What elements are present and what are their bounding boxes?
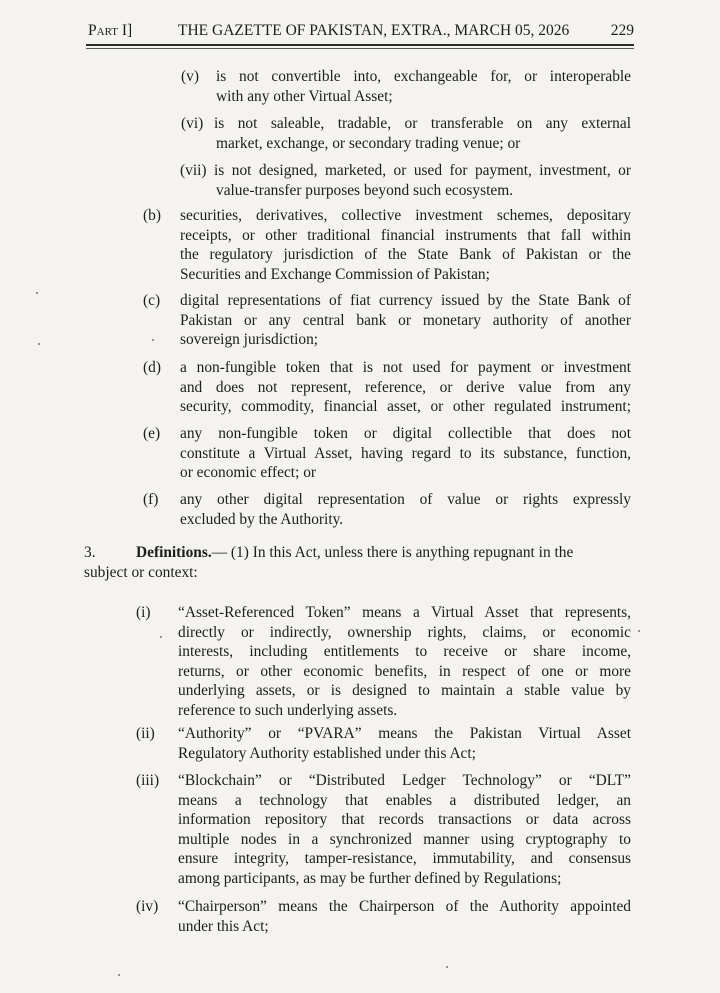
part-label: Part I]	[88, 22, 133, 39]
item-line: Securities and Exchange Commission of Pakistan;	[180, 265, 490, 283]
page-number: 229	[610, 22, 634, 39]
scan-speck	[152, 339, 154, 341]
section-number: 3.	[84, 544, 96, 561]
scan-speck	[38, 343, 40, 345]
scan-speck	[638, 630, 640, 632]
section-3-heading	[84, 543, 631, 563]
item-line: ensure integrity, tamper-resistance, immutability, and consensus	[178, 850, 631, 868]
item-line: securities, derivatives, collective investment schemes, depositary	[180, 207, 631, 224]
item-label: (c)	[143, 292, 161, 309]
item-line: reference to such underlying assets.	[178, 701, 398, 719]
section-continuation: subject or context:	[84, 564, 198, 581]
scan-speck	[160, 636, 162, 638]
item-line: “Chairperson” means the Chairperson of the Authority appointed	[178, 898, 631, 915]
item-label: (i)	[136, 604, 151, 621]
item-label: (e)	[143, 425, 161, 442]
item-line: any other digital representation of value or rights expressly	[180, 491, 631, 508]
item-label: (f)	[143, 491, 159, 508]
item-label: (ii)	[136, 725, 155, 742]
item-line: underlying assets, or is designed to maintain a stable value by	[178, 682, 631, 700]
item-line: excluded by the Authority.	[180, 510, 344, 528]
item-label: (b)	[143, 207, 161, 224]
section-intro: — (1) In this Act, unless there is anything repugnant in the	[211, 544, 574, 561]
item-line: security, commodity, financial asset, or other regulated instrument;	[180, 398, 631, 416]
item-line: any non-fungible token or digital collectible that does not	[180, 425, 631, 442]
item-line: and does not represent, reference, or derive value from any	[180, 378, 631, 396]
scan-speck	[118, 974, 120, 976]
item-line: the regulatory jurisdiction of the State Bank of Pakistan or the	[180, 246, 631, 264]
item-line: is not saleable, tradable, or transferable on any external	[214, 115, 631, 132]
item-line: a non-fungible token that is not used for payment or investment	[180, 359, 631, 376]
item-line: directly or indirectly, ownership rights, claims, or economic	[178, 623, 631, 641]
item-line: “Authority” or “PVARA” means the Pakistan Virtual Asset	[178, 725, 631, 742]
item-line: interests, including entitlements to receive or share income,	[178, 643, 631, 661]
item-line: under this Act;	[178, 917, 269, 935]
scan-speck	[36, 292, 38, 294]
item-label: (v)	[181, 68, 199, 85]
item-line: information repository that records transactions or data across	[178, 811, 631, 829]
item-label: (vi)	[181, 115, 204, 132]
item-line: sovereign jurisdiction;	[180, 331, 319, 349]
item-line: means a technology that enables a distributed ledger, an	[178, 791, 631, 809]
header-rule	[86, 44, 634, 46]
item-label: (vii)	[180, 162, 207, 179]
section-title: Definitions.	[136, 544, 212, 561]
item-line: constitute a Virtual Asset, having regard to its substance, function,	[180, 444, 631, 462]
item-line: or economic effect; or	[180, 464, 317, 482]
item-line: “Blockchain” or “Distributed Ledger Technology” or “DLT”	[178, 772, 631, 789]
item-line: multiple nodes in a synchronized manner using cryptography to	[178, 830, 631, 848]
item-label: (d)	[143, 359, 161, 376]
item-line: value-transfer purposes beyond such ecosystem.	[216, 181, 514, 199]
item-line: Pakistan or any central bank or monetary authority of another	[180, 311, 631, 329]
page-header	[88, 20, 634, 42]
item-line: with any other Virtual Asset;	[216, 87, 393, 105]
item-line: “Asset-Referenced Token” means a Virtual Asset that represents,	[178, 604, 631, 621]
header-rule-thin	[86, 48, 634, 49]
item-line: receipts, or other traditional financial instruments that fall within	[180, 226, 631, 244]
item-label: (iv)	[136, 898, 159, 915]
item-line: is not convertible into, exchangeable for, or interoperable	[216, 68, 631, 85]
item-line: among participants, as may be further defined by Regulations;	[178, 869, 562, 887]
scan-speck	[446, 966, 448, 968]
item-line: returns, or other economic benefits, in respect of one or more	[178, 662, 631, 680]
item-line: Regulatory Authority established under this Act;	[178, 744, 476, 762]
gazette-title: THE GAZETTE OF PAKISTAN, EXTRA., MARCH 05, 2026	[178, 22, 570, 39]
item-label: (iii)	[136, 772, 160, 789]
item-line: market, exchange, or secondary trading venue; or	[216, 134, 521, 152]
item-line: digital representations of fiat currency issued by the State Bank of	[180, 292, 631, 309]
item-line: is not designed, marketed, or used for payment, investment, or	[214, 162, 631, 179]
